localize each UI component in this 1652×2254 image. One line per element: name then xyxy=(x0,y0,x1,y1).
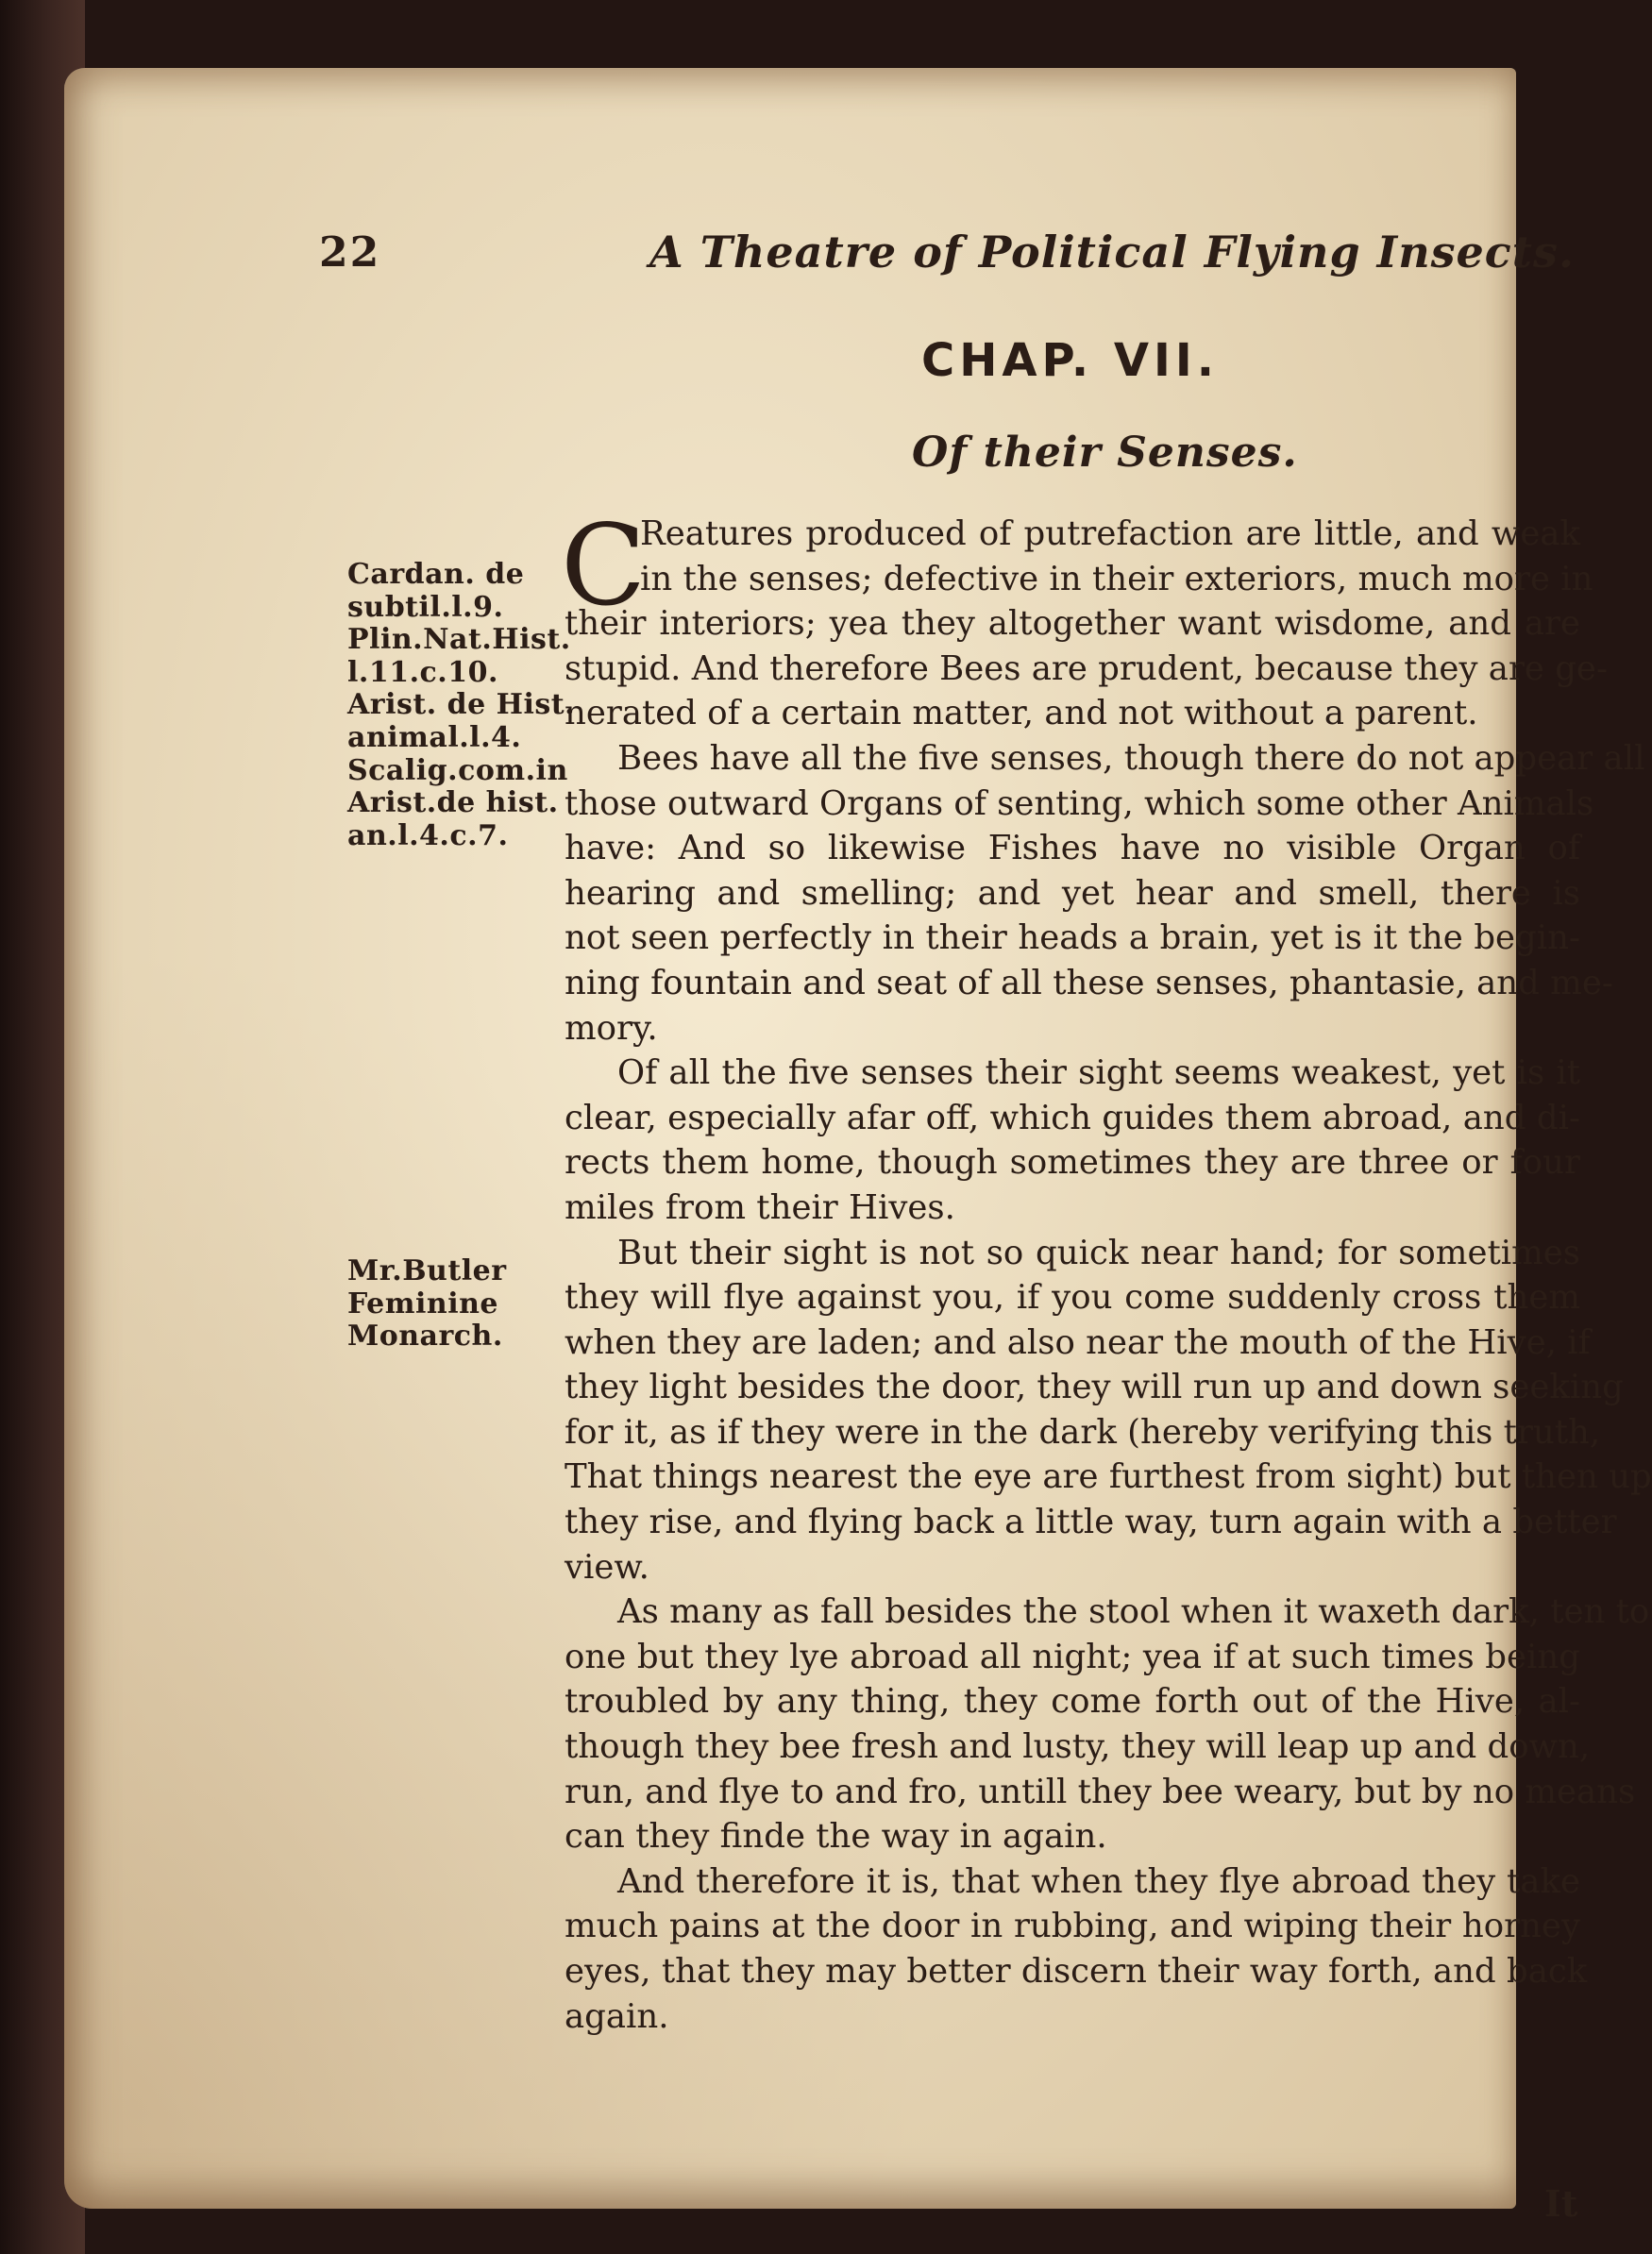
margin-note-line: Monarch. xyxy=(347,1320,503,1354)
body-line: But their sight is not so quick near hand; for sometimes xyxy=(617,1233,1580,1272)
chapter-heading: CHAP. VII. xyxy=(921,334,1219,387)
body-line: again. xyxy=(565,1996,669,2036)
body-line: they will flye against you, if you come suddenly cross them xyxy=(565,1278,1580,1318)
body-line: ning fountain and seat of all these senses, phantasie, and me- xyxy=(565,963,1613,1002)
running-head xyxy=(64,219,1575,285)
book-page xyxy=(64,68,1652,2225)
body-line: can they finde the way in again. xyxy=(565,1817,1107,1857)
margin-note-line: Plin.Nat.Hist. xyxy=(347,623,571,657)
margin-note-citations xyxy=(347,559,575,852)
body-line: Bees have all the five senses, though there do not appear all xyxy=(617,738,1645,778)
margin-note-line: Feminine xyxy=(347,1287,498,1320)
body-line: in the senses; defective in their exteriors, much more in xyxy=(640,559,1593,598)
margin-note-line: subtil.l.9. xyxy=(347,590,504,624)
body-line: stupid. And therefore Bees are prudent, because they are ge- xyxy=(565,648,1608,688)
body-line: Reatures produced of putrefaction are little, and weak xyxy=(640,514,1580,553)
body-line: clear, especially afar off, which guides them abroad, and di- xyxy=(565,1098,1580,1137)
body-line: eyes, that they may better discern their way forth, and back xyxy=(565,1952,1588,1991)
body-line: And therefore it is, that when they flye abroad they take xyxy=(617,1861,1580,1901)
body-line: That things nearest the eye are furthest from sight) but then up xyxy=(565,1457,1652,1497)
body-line: As many as fall besides the stool when it waxeth dark, ten to xyxy=(617,1592,1650,1632)
page-number: 22 xyxy=(319,228,381,277)
body-line: nerated of a certain matter, and not without a parent. xyxy=(565,694,1478,733)
body-line: have: And so likewise Fishes have no visible Organ of xyxy=(565,829,1580,868)
margin-note-line: Mr.Butler xyxy=(347,1254,507,1287)
body-line: not seen perfectly in their heads a brain, yet is it the begin- xyxy=(565,918,1580,958)
body-line: troubled by any thing, they come forth out of the Hive, al- xyxy=(565,1682,1580,1722)
body-line: much pains at the door in rubbing, and wiping their horney xyxy=(565,1907,1580,1946)
chapter-body xyxy=(561,500,1652,2039)
running-title: A Theatre of Political Flying Insects. xyxy=(649,227,1575,278)
body-line: Of all the five senses their sight seems weakest, yet is it xyxy=(617,1053,1580,1093)
body-line: when they are laden; and also near the mouth of the Hive, if xyxy=(565,1322,1591,1362)
body-line: hearing and smelling; and yet hear and smell, there is xyxy=(565,873,1580,913)
margin-note-line: Arist.de hist. xyxy=(347,786,559,820)
body-line: rects them home, though sometimes they are three or four xyxy=(565,1143,1580,1183)
catchword: It xyxy=(1544,2182,1578,2225)
body-line: view. xyxy=(565,1547,649,1587)
margin-note-line: Scalig.com.in xyxy=(347,753,568,787)
margin-note-line: l.11.c.10. xyxy=(347,655,498,689)
chapter-subtitle: Of their Senses. xyxy=(912,429,1298,477)
body-line: miles from their Hives. xyxy=(565,1187,955,1227)
body-line: though they bee fresh and lusty, they will leap up and down, xyxy=(565,1727,1591,1767)
body-line: their interiors; yea they altogether want wisdome, and are xyxy=(565,604,1580,644)
margin-note-line: Arist. de Hist. xyxy=(347,688,576,722)
body-line: they rise, and flying back a little way, turn again with a better xyxy=(565,1503,1617,1542)
body-line: they light besides the door, they will run up and down seeking xyxy=(565,1368,1624,1407)
body-line: mory. xyxy=(565,1008,658,1048)
margin-note-line: animal.l.4. xyxy=(347,720,522,754)
margin-note-butler xyxy=(347,1255,507,1354)
margin-note-line: an.l.4.c.7. xyxy=(347,818,509,852)
body-line: for it, as if they were in the dark (hereby verifying this truth, xyxy=(565,1412,1601,1452)
body-line: one but they lye abroad all night; yea if at such times being xyxy=(565,1637,1580,1676)
body-line: run, and flye to and fro, untill they bee weary, but by no means xyxy=(565,1772,1636,1811)
drop-cap: C xyxy=(561,500,647,631)
margin-note-line: Cardan. de xyxy=(347,558,525,591)
body-line: those outward Organs of senting, which some other Animals xyxy=(565,783,1594,823)
